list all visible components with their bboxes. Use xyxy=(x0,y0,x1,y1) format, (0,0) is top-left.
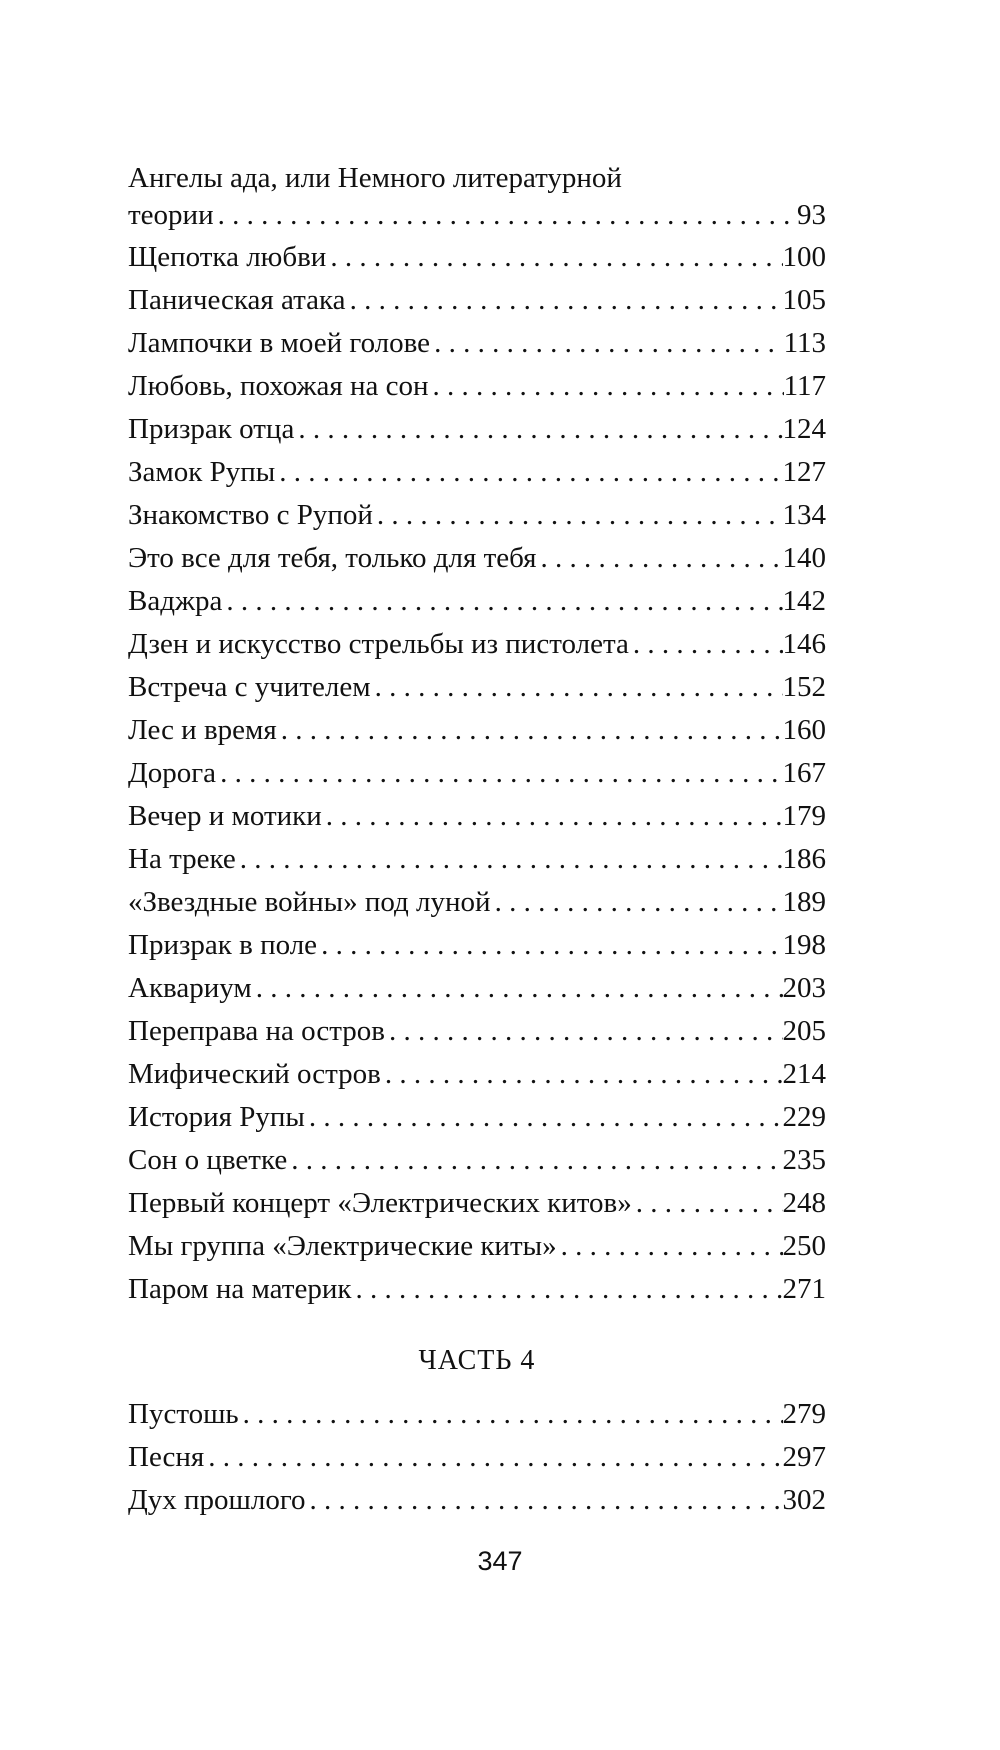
toc-entry-page: 113 xyxy=(783,327,826,359)
table-of-contents xyxy=(128,160,826,1522)
toc-entry-title: Песня xyxy=(128,1441,205,1473)
toc-entry-page: 117 xyxy=(783,370,826,402)
toc-entry-title: На треке xyxy=(128,843,236,875)
toc-entry xyxy=(128,365,826,408)
toc-entry-page: 235 xyxy=(782,1144,826,1176)
toc-entry-page: 250 xyxy=(782,1230,826,1262)
dot-leader xyxy=(204,1436,782,1479)
toc-entry-title: Дорога xyxy=(128,757,217,789)
toc-entry-page: 279 xyxy=(782,1398,826,1430)
toc-entry xyxy=(128,1010,826,1053)
toc-entry-page: 105 xyxy=(782,284,826,316)
toc-entry-page: 142 xyxy=(782,585,826,617)
toc-entry xyxy=(128,451,826,494)
toc-entry-page: 297 xyxy=(782,1441,826,1473)
toc-entry-title: Первый концерт «Электрических китов» xyxy=(128,1187,632,1219)
toc-entry-title: Сон о цветке xyxy=(128,1144,288,1176)
dot-leader xyxy=(491,881,783,924)
dot-leader xyxy=(326,236,782,279)
dot-leader xyxy=(385,1010,783,1053)
page-number: 347 xyxy=(477,1546,523,1576)
toc-entry xyxy=(128,1479,826,1522)
toc-entry-title: Встреча с учителем xyxy=(128,671,371,703)
toc-entry-page: 124 xyxy=(782,413,826,445)
toc-entry-title: Дзен и искусство стрельбы из пистолета xyxy=(128,628,629,660)
toc-entry-page: 248 xyxy=(782,1187,826,1219)
toc-entry-title: Вечер и мотики xyxy=(128,800,322,832)
dot-leader xyxy=(629,623,783,666)
toc-entry xyxy=(128,537,826,580)
toc-entry-page: 205 xyxy=(782,1015,826,1047)
toc-entry-title: Пустошь xyxy=(128,1398,239,1430)
dot-leader xyxy=(216,752,782,795)
toc-entry-page: 146 xyxy=(782,628,826,660)
toc-entry-page: 140 xyxy=(782,542,826,574)
dot-leader xyxy=(373,494,783,537)
toc-entry-title: Мифический остров xyxy=(128,1058,381,1090)
toc-entry xyxy=(128,709,826,752)
dot-leader xyxy=(632,1182,783,1225)
dot-leader xyxy=(287,1139,782,1182)
toc-entry xyxy=(128,1096,826,1139)
toc-entry-title: Ангелы ада, или Немного литературной xyxy=(128,162,622,194)
dot-leader xyxy=(277,709,783,752)
toc-entry-page: 203 xyxy=(782,972,826,1004)
dot-leader xyxy=(371,666,783,709)
toc-entry-page: 271 xyxy=(782,1273,826,1305)
dot-leader xyxy=(222,580,782,623)
toc-entry-title: Щепотка любви xyxy=(128,241,327,273)
toc-entry xyxy=(128,1182,826,1225)
toc-entry-page: 100 xyxy=(782,241,826,273)
toc-entry-title: Аквариум xyxy=(128,972,252,1004)
part-heading: ЧАСТЬ 4 xyxy=(418,1345,536,1376)
toc-entry-page: 160 xyxy=(782,714,826,746)
dot-leader xyxy=(252,967,783,1010)
toc-entry xyxy=(128,924,826,967)
dot-leader xyxy=(214,196,797,234)
toc-entry xyxy=(128,408,826,451)
dot-leader xyxy=(351,1268,782,1311)
toc-entry xyxy=(128,1393,826,1436)
toc-entry xyxy=(128,236,826,279)
toc-entry-title: Паром на материк xyxy=(128,1273,352,1305)
toc-entry-page: 198 xyxy=(782,929,826,961)
dot-leader xyxy=(557,1225,783,1268)
toc-entry-title: Паническая атака xyxy=(128,284,346,316)
toc-entry-title: Любовь, похожая на сон xyxy=(128,370,429,402)
toc-entry-page: 152 xyxy=(782,671,826,703)
toc-entry-title: Призрак в поле xyxy=(128,929,318,961)
dot-leader xyxy=(236,838,783,881)
dot-leader xyxy=(294,408,782,451)
toc-entry-page: 134 xyxy=(782,499,826,531)
toc-entry xyxy=(128,1436,826,1479)
toc-entry-title: Ваджра xyxy=(128,585,223,617)
dot-leader xyxy=(537,537,783,580)
toc-entry-title: Замок Рупы xyxy=(128,456,276,488)
toc-entry xyxy=(128,494,826,537)
dot-leader xyxy=(346,279,783,322)
toc-entry-page: 229 xyxy=(782,1101,826,1133)
toc-entry-page: 179 xyxy=(782,800,826,832)
toc-entry xyxy=(128,580,826,623)
toc-entry xyxy=(128,160,826,236)
toc-entry xyxy=(128,795,826,838)
dot-leader xyxy=(317,924,782,967)
dot-leader xyxy=(305,1096,783,1139)
toc-entry-title: Переправа на остров xyxy=(128,1015,385,1047)
toc-entry-title: «Звездные войны» под луной xyxy=(128,886,491,918)
toc-entry-page: 214 xyxy=(782,1058,826,1090)
toc-entry xyxy=(128,1225,826,1268)
toc-entry-title: Лес и время xyxy=(128,714,277,746)
dot-leader xyxy=(306,1479,783,1522)
toc-entry-page: 302 xyxy=(782,1484,826,1516)
toc-entry xyxy=(128,1268,826,1311)
toc-entry-title: История Рупы xyxy=(128,1101,305,1133)
toc-entry xyxy=(128,623,826,666)
toc-entry-page: 189 xyxy=(782,886,826,918)
toc-entry xyxy=(128,322,826,365)
toc-entry-title-continued: теории xyxy=(128,199,214,231)
toc-entry-page: 167 xyxy=(782,757,826,789)
toc-entry xyxy=(128,666,826,709)
toc-entry xyxy=(128,1139,826,1182)
toc-entry-page: 127 xyxy=(782,456,826,488)
dot-leader xyxy=(322,795,783,838)
dot-leader xyxy=(275,451,782,494)
toc-entry-title: Мы группа «Электрические киты» xyxy=(128,1230,557,1262)
toc-entry xyxy=(128,967,826,1010)
toc-entry-title: Знакомство с Рупой xyxy=(128,499,373,531)
dot-leader xyxy=(430,322,784,365)
dot-leader xyxy=(239,1393,783,1436)
toc-entry xyxy=(128,752,826,795)
dot-leader xyxy=(381,1053,783,1096)
toc-entry-page: 186 xyxy=(782,843,826,875)
toc-entry xyxy=(128,1053,826,1096)
toc-entry-title: Дух прошлого xyxy=(128,1484,306,1516)
toc-entry xyxy=(128,881,826,924)
toc-entry-title: Это все для тебя, только для тебя xyxy=(128,542,537,574)
toc-entry-title: Призрак отца xyxy=(128,413,295,445)
toc-entry-title: Лампочки в моей голове xyxy=(128,327,431,359)
toc-entry xyxy=(128,838,826,881)
toc-entry-page: 93 xyxy=(797,199,826,231)
dot-leader xyxy=(429,365,784,408)
toc-entry xyxy=(128,279,826,322)
